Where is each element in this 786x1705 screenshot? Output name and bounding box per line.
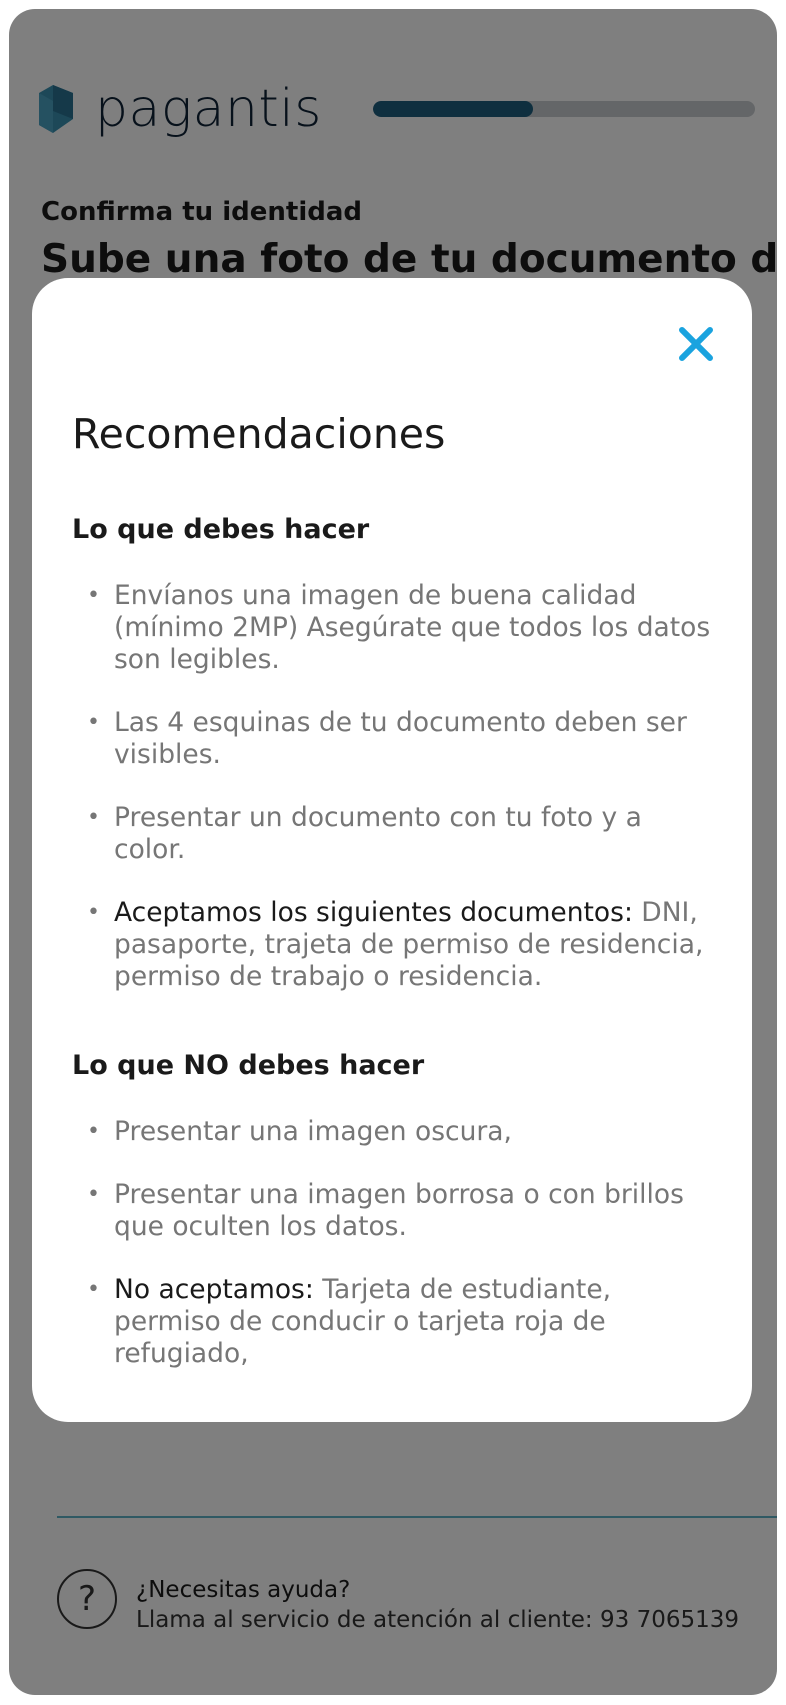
- dont-item-text: Presentar una imagen oscura,: [114, 1116, 512, 1147]
- do-item: [72, 897, 712, 993]
- recommendations-modal: [32, 278, 752, 1422]
- bullet-icon: •: [87, 805, 100, 830]
- do-list: [72, 580, 712, 1024]
- dont-list: [72, 1116, 712, 1401]
- do-item-text: Presentar un documento con tu foto y a color.: [114, 802, 642, 865]
- do-item-text: DNI, pasaporte, trajeta de permiso de residencia, permiso de trabajo o residencia.: [114, 897, 704, 992]
- app-frame: [9, 9, 777, 1695]
- modal-title: Recomendaciones: [72, 410, 446, 458]
- do-item: [72, 707, 712, 771]
- close-icon[interactable]: [676, 324, 716, 364]
- dont-section-title: Lo que NO debes hacer: [72, 1050, 425, 1081]
- dont-item: [72, 1116, 712, 1148]
- do-item-text: Envíanos una imagen de buena calidad (mínimo 2MP) Asegúrate que todos los datos son legibles.: [114, 580, 711, 675]
- bullet-icon: •: [87, 1277, 100, 1302]
- dont-item-text: Tarjeta de estudiante, permiso de conducir o tarjeta roja de refugiado,: [114, 1274, 612, 1369]
- bullet-icon: •: [87, 900, 100, 925]
- do-item-strong: Aceptamos los siguientes documentos:: [114, 897, 633, 928]
- bullet-icon: •: [87, 1119, 100, 1144]
- do-item-text: Las 4 esquinas de tu documento deben ser visibles.: [114, 707, 687, 770]
- do-item: [72, 802, 712, 866]
- dont-item: [72, 1179, 712, 1243]
- dont-item: [72, 1274, 712, 1370]
- do-section-title: Lo que debes hacer: [72, 514, 370, 545]
- dont-item-strong: No aceptamos:: [114, 1274, 314, 1305]
- bullet-icon: •: [87, 1182, 100, 1207]
- dont-item-text: Presentar una imagen borrosa o con brillos que oculten los datos.: [114, 1179, 684, 1242]
- bullet-icon: •: [87, 710, 100, 735]
- bullet-icon: •: [87, 583, 100, 608]
- do-item: [72, 580, 712, 676]
